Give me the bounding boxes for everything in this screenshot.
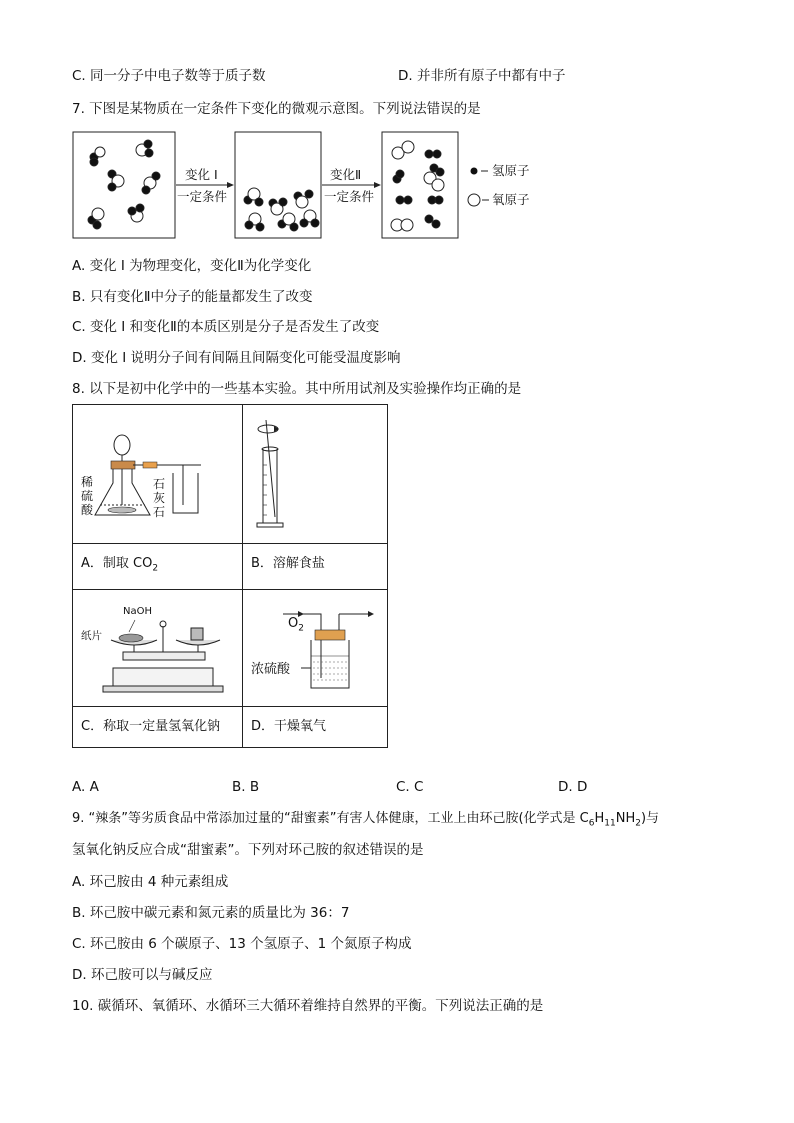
q7-option-c: C. 变化 I 和变化Ⅱ的本质区别是分子是否发生了改变 [72,319,380,335]
d-acid-label: 浓硫酸 [251,661,291,677]
q8-answer-b: B. B [232,779,260,795]
a-reagent-left-3: 酸 [81,503,94,517]
hydrogen-atom-icon [471,168,478,175]
q6-option-d: D. 并非所有原子中都有中子 [398,68,566,84]
q9-option-a: A. 环己胺由 4 种元素组成 [72,874,229,890]
arrow1-bottom-label: 一定条件 [177,189,228,204]
q9-option-b: B. 环己胺中碳元素和氮元素的质量比为 36：7 [72,905,350,921]
legend-oxygen-label: 氧原子 [492,192,530,207]
q7-option-a: A. 变化 I 为物理变化，变化Ⅱ为化学变化 [72,258,312,274]
a-reagent-left-1: 稀 [81,475,94,489]
arrow1-top-label: 变化 I [185,167,218,182]
q8-caption-a: A．制取 $CO_2$ [81,556,159,574]
q8-caption-b: B．溶解食盐 [251,556,325,571]
q7-diagram [70,128,550,242]
q8-figure-d [243,589,388,706]
q8-figure-c [73,589,243,706]
q7-option-b: B. 只有变化Ⅱ中分子的能量都发生了改变 [72,289,313,305]
d-gas-label: $O_2$ [288,615,304,634]
q9-stem-line2: 氢氧化钠反应合成“甜蜜素”。下列对环己胺的叙述错误的是 [72,842,424,858]
q8-answer-c: C. C [396,779,424,795]
q8-figure-b [243,405,388,544]
q10-stem: 10. 碳循环、氧循环、水循环三大循环着维持自然界的平衡。下列说法正确的是 [72,998,544,1014]
q9-option-d: D. 环己胺可以与碱反应 [72,967,213,983]
q8-caption-c: C．称取一定量氢氧化钠 [81,718,221,734]
legend-hydrogen-label: 氢原子 [492,163,530,178]
q8-answer-d: D. D [558,779,588,795]
oxygen-atom-icon [468,194,480,206]
c-tag-naoh: NaOH [123,605,152,617]
q8-answer-a: A. A [72,779,99,795]
arrow2-top-label: 变化Ⅱ [330,167,362,182]
a-reagent-right-1: 石 [153,477,166,491]
q7-option-d: D. 变化 I 说明分子间有间隔且间隔变化可能受温度影响 [72,350,401,366]
q8-caption-d: D．干燥氧气 [251,718,327,734]
q8-stem: 8. 以下是初中化学中的一些基本实验。其中所用试剂及实验操作均正确的是 [72,381,522,397]
q7-stem: 7. 下图是某物质在一定条件下变化的微观示意图。下列说法错误的是 [72,101,481,117]
q6-option-c: C. 同一分子中电子数等于质子数 [72,68,266,84]
arrow2-bottom-label: 一定条件 [324,189,375,204]
a-reagent-right-3: 石 [153,505,166,519]
a-reagent-left-2: 硫 [81,489,94,503]
q8-figure-a [73,405,243,544]
q8-options-table [72,404,388,748]
c-tag-paper: 纸片 [81,629,102,642]
q9-stem-line1: 9. “辣条”等劣质食品中常添加过量的“甜蜜素”有害人体健康，工业上由环己胺(化学式是 $C_6H_{11}NH_2$)与 [72,811,660,829]
q9-option-c: C. 环己胺由 6 个碳原子、13 个氢原子、1 个氮原子构成 [72,936,412,952]
a-reagent-right-2: 灰 [153,491,166,505]
